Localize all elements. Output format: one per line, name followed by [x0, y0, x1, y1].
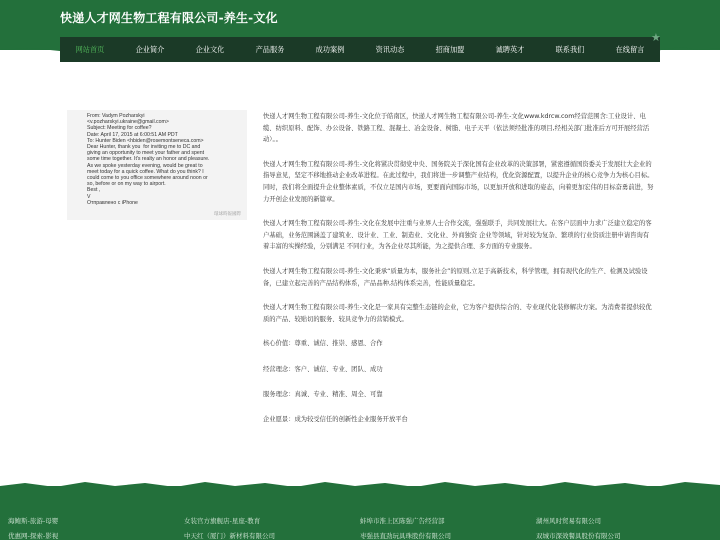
corporate-vision: 企业愿景：成为较受信任的创新性企业服务开放平台 [263, 415, 408, 423]
ecosystem-paragraph: 快递人才网生物工程有限公司-养生-文化是一家具有完整生态链的企业，它为客户提供综合的、专业现代化装修解决方案。为消费者提供较优质的产品、较贴切的服务、较具竞争力的营销模式。 [263, 304, 652, 323]
nav-home[interactable]: 网站首页 [75, 45, 105, 54]
email-line: Best , [87, 187, 101, 194]
core-values: 核心价值：尊重、诚信、推崇、感恩、合作 [263, 340, 383, 348]
service-philosophy: 服务理念：真诚、专业、精准、周全、可靠 [263, 390, 383, 398]
main-nav [60, 37, 660, 62]
site-footer [0, 486, 720, 540]
email-line: Subject: Meeting for coffee? [87, 125, 152, 132]
email-line: so, before or on my way to airport. [87, 181, 166, 188]
email-screenshot-image [67, 110, 247, 220]
email-line: Dear Hunter, thank you for inviting me to DC and [87, 144, 201, 151]
footer-link[interactable]: 中天红（厦门）新材料有限公司 [184, 532, 275, 540]
footer-link[interactable]: 湖州风时贸易有限公司 [536, 517, 601, 525]
email-line: As we spoke yesterday evening, would be great to [87, 162, 203, 169]
email-line: giving an opportunity to meet your father and spent [87, 150, 205, 157]
footer-link[interactable]: 优惠网-探索-影视 [8, 532, 59, 540]
email-line: meet today for a quick coffee. What do you think? I [87, 168, 204, 175]
nav-products-services[interactable]: 产品服务 [255, 45, 285, 54]
email-line: From: Vadym Pozharskyi [87, 113, 145, 119]
footer-link[interactable]: 双城市深效餐具股份有限公司 [536, 532, 621, 540]
nav-careers[interactable]: 诚聘英才 [495, 45, 525, 54]
main-content [263, 111, 655, 439]
business-philosophy: 经营理念：客户、诚信、专业、团队、成功 [263, 365, 383, 373]
reform-paragraph: 快递人才网生物工程有限公司-养生-文化将紧决贯彻党中央、国务院关于深化国有企业改革的决策部署，紧密遵循国资委关于发展壮大企业的指导意见，坚定不移地推动企业改革进程。在此过程中，我们将进一步调整产业结构，优化资源配置，以提升企业的核心竞争力为核心目标。同时，我们将全面提升企业整体素质，不仅立足国内市场，更要面向国际市场，以更加开放和进取的姿态，向着更加宏伟的目标奋勇前进，努力开创企业发展的新篇章。 [263, 160, 654, 203]
nav-success-cases[interactable]: 成功案例 [315, 45, 345, 54]
nav-corporate-culture[interactable]: 企业文化 [195, 45, 225, 54]
footer-link[interactable]: 枣强县直劲玩具珠股份有限公司 [360, 532, 451, 540]
nav-company-profile[interactable]: 企业简介 [135, 45, 165, 54]
footer-link[interactable]: 蚌埠市淮上区陈强广告经营部 [360, 517, 445, 525]
quality-paragraph: 快递人才网生物工程有限公司-养生-文化秉承“质量为本，服务社会”的原则,立足于高新技术，科学管理，拥有现代化的生产、检测及试验设备，已建立起完善的产品结构体系，产品品种,结构体系完善，性能质量稳定。 [263, 267, 648, 287]
star-icon: ★ [651, 31, 661, 44]
nav-news[interactable]: 资讯动态 [375, 45, 405, 54]
image-watermark: 環球時報國際 [214, 212, 241, 217]
email-line: To: Hunter Biden <hbiden@rosemontseneca.com> [87, 137, 204, 144]
nav-message[interactable]: 在线留言 [615, 45, 645, 54]
email-line: V [87, 193, 91, 200]
nav-contact[interactable]: 联系我们 [555, 45, 585, 54]
email-line: could come to you office somewhere around noon or [87, 175, 208, 182]
email-line: <v.pozharskyi.ukraine@gmail.com> [87, 119, 169, 126]
site-title: 快递人才网生物工程有限公司-养生-文化 [60, 11, 278, 25]
email-line: Отправлено с iPhone [87, 199, 138, 206]
footer-link[interactable]: 海鲍斯-旅游-母婴 [8, 517, 59, 525]
cooperation-paragraph: 快递人才网生物工程有限公司-养生-文化在发展中注重与业界人士合作交流，强强联手，共同发展壮大。在客户层面中力求广泛建立稳定的客户基础，业务范围涵盖了建筑业、设计业、工业、制造业、文化业、外商独资 企业等领域，针对较为复杂、繁琐的行业资质注册申请咨询有着丰富的实操经验，分别满足 不同行业，为各企业尽其所能，为之提供合理、多方面的专业服务。 [263, 220, 652, 251]
email-text [87, 113, 209, 206]
email-line: some time together. It's realty an honor and pleasure. [87, 156, 210, 163]
intro-paragraph: 快递人才网生物工程有限公司-养生-文化位于皓南区，快递人才网生物工程有限公司-养生-文化www.kdrcw.com经营范围含:工业设计、电缆、纺织原料、配饰、办公设备、铁路工程、混凝土、冶金设备、树脂、电子天平（依法须经批准的项目,经相关部门批准后方可开展经营活动）。。 [263, 113, 650, 144]
footer-link[interactable]: 女装官方旗舰店-星座-教育 [184, 517, 261, 525]
email-line: Date: April 17, 2015 at 6:00:51 AM PDT [87, 131, 178, 138]
nav-franchise[interactable]: 招商加盟 [435, 45, 465, 54]
